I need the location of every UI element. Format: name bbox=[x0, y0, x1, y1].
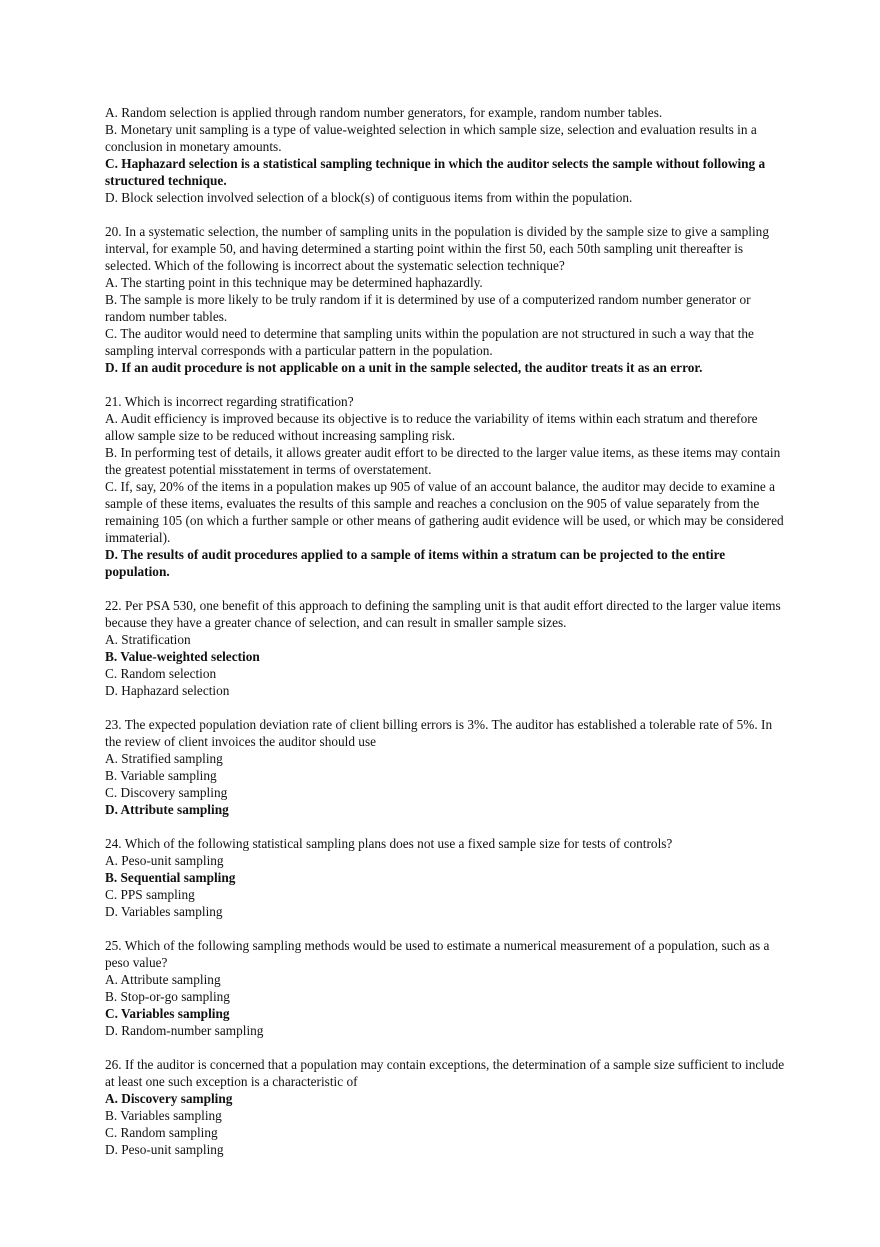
option-c: C. Random selection bbox=[105, 666, 217, 681]
question-stem: 20. In a systematic selection, the number of sampling units in the population is divided by the sample size to give a sampling interval, for example 50, and having determined a starting point within the first 50, each 50th sampling unit thereafter is selected. Which of the following is incorrect about the systematic selection technique? bbox=[105, 224, 769, 273]
option-a: A. Peso-unit sampling bbox=[105, 853, 224, 868]
option-b: B. Variable sampling bbox=[105, 768, 217, 783]
option-c-answer: C. Haphazard selection is a statistical sampling technique in which the auditor selects the sample without following a structured technique. bbox=[105, 156, 766, 188]
option-c: C. PPS sampling bbox=[105, 887, 195, 902]
question-25 bbox=[105, 937, 785, 1039]
option-c: C. If, say, 20% of the items in a population makes up 905 of value of an account balance, the auditor may decide to examine a sample of these items, evaluates the results of this sample and reaches a conclusion on the 905 of value separately from the remaining 105 (on which a further sample or other means of gathering audit evidence will be used, or which may be considered immaterial). bbox=[105, 479, 784, 545]
option-c: C. The auditor would need to determine that sampling units within the population are not structured in such a way that the sampling interval corresponds with a particular pattern in the population. bbox=[105, 326, 754, 358]
option-d: D. Random-number sampling bbox=[105, 1023, 264, 1038]
option-c: C. Random sampling bbox=[105, 1125, 218, 1140]
option-a: A. Attribute sampling bbox=[105, 972, 221, 987]
option-d: D. Block selection involved selection of a block(s) of contiguous items from within the population. bbox=[105, 190, 633, 205]
option-b-answer: B. Sequential sampling bbox=[105, 870, 236, 885]
option-a-answer: A. Discovery sampling bbox=[105, 1091, 233, 1106]
intro-options bbox=[105, 104, 785, 206]
option-a: A. Stratification bbox=[105, 632, 191, 647]
option-b: B. The sample is more likely to be truly random if it is determined by use of a computerized random number generator or random number tables. bbox=[105, 292, 751, 324]
option-d-answer: D. The results of audit procedures applied to a sample of items within a stratum can be projected to the entire population. bbox=[105, 547, 726, 579]
document-page bbox=[105, 104, 785, 1158]
option-d: D. Variables sampling bbox=[105, 904, 223, 919]
question-20 bbox=[105, 223, 785, 376]
question-21 bbox=[105, 393, 785, 580]
option-d-answer: D. Attribute sampling bbox=[105, 802, 229, 817]
question-26 bbox=[105, 1056, 785, 1158]
option-b-answer: B. Value-weighted selection bbox=[105, 649, 260, 664]
option-a: A. Stratified sampling bbox=[105, 751, 223, 766]
question-24 bbox=[105, 835, 785, 920]
option-d: D. Peso-unit sampling bbox=[105, 1142, 224, 1157]
option-b: B. Monetary unit sampling is a type of value-weighted selection in which sample size, selection and evaluation results in a conclusion in monetary amounts. bbox=[105, 122, 757, 154]
question-stem: 22. Per PSA 530, one benefit of this approach to defining the sampling unit is that audit effort directed to the larger value items because they have a greater chance of selection, and can result in smaller sample sizes. bbox=[105, 598, 781, 630]
option-a: A. Random selection is applied through random number generators, for example, random number tables. bbox=[105, 105, 663, 120]
option-c: C. Discovery sampling bbox=[105, 785, 228, 800]
option-b: B. In performing test of details, it allows greater audit effort to be directed to the larger value items, as these items may contain the greatest potential misstatement in terms of overstatement. bbox=[105, 445, 781, 477]
option-b: B. Stop-or-go sampling bbox=[105, 989, 230, 1004]
question-stem: 24. Which of the following statistical sampling plans does not use a fixed sample size for tests of controls? bbox=[105, 836, 673, 851]
option-a: A. Audit efficiency is improved because its objective is to reduce the variability of items within each stratum and therefore allow sample size to be reduced without increasing sampling risk. bbox=[105, 411, 758, 443]
question-stem: 26. If the auditor is concerned that a population may contain exceptions, the determination of a sample size sufficient to include at least one such exception is a characteristic of bbox=[105, 1057, 785, 1089]
option-a: A. The starting point in this technique may be determined haphazardly. bbox=[105, 275, 483, 290]
option-d-answer: D. If an audit procedure is not applicable on a unit in the sample selected, the auditor treats it as an error. bbox=[105, 360, 703, 375]
question-stem: 23. The expected population deviation rate of client billing errors is 3%. The auditor has established a tolerable rate of 5%. In the review of client invoices the auditor should use bbox=[105, 717, 773, 749]
question-23 bbox=[105, 716, 785, 818]
question-stem: 25. Which of the following sampling methods would be used to estimate a numerical measurement of a population, such as a peso value? bbox=[105, 938, 770, 970]
question-22 bbox=[105, 597, 785, 699]
option-c-answer: C. Variables sampling bbox=[105, 1006, 230, 1021]
option-d: D. Haphazard selection bbox=[105, 683, 230, 698]
option-b: B. Variables sampling bbox=[105, 1108, 222, 1123]
question-stem: 21. Which is incorrect regarding stratification? bbox=[105, 394, 354, 409]
